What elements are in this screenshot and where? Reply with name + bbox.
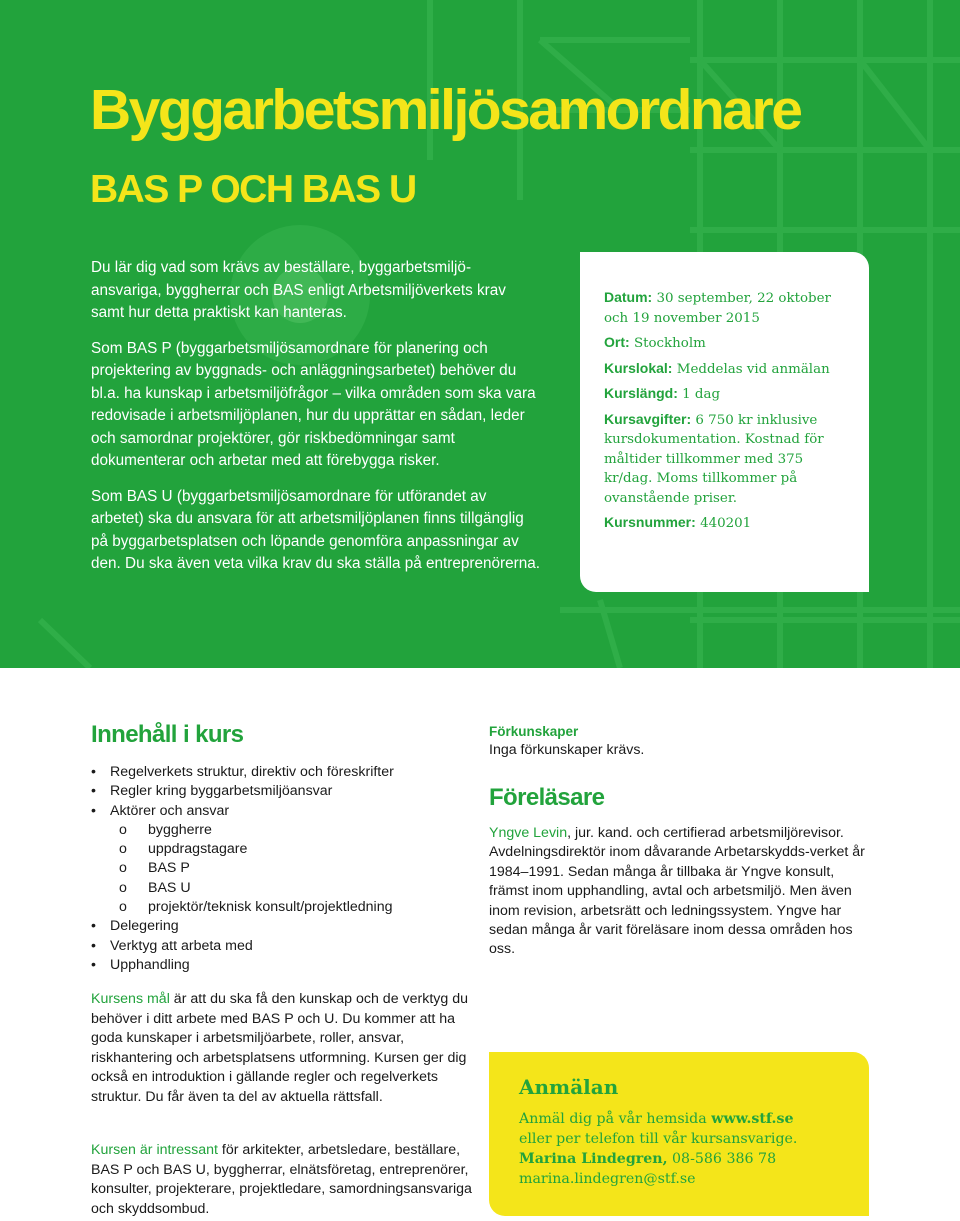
info-room — [604, 359, 855, 380]
list-item: • Regler kring byggarbetsmiljöansvar — [91, 782, 451, 801]
intro-paragraph: Du lär dig vad som krävs av beställare, byggarbetsmiljö-ansvariga, byggherrar och BAS enligt Arbetsmiljöverkets krav samt hur detta praktiskt kan hanteras. — [91, 259, 506, 321]
list-item: • Delegering — [91, 917, 451, 936]
info-number-value: 440201 — [700, 516, 752, 531]
lecturer-heading: Föreläsare — [489, 784, 605, 811]
signup-text — [519, 1109, 869, 1189]
circle-bullet-icon: o — [119, 899, 127, 916]
signup-heading: Anmälan — [519, 1075, 619, 1099]
bullet-icon: • — [91, 764, 96, 780]
info-number-label: Kursnummer: — [604, 514, 696, 530]
signup-line: Anmäl dig på vår hemsida — [519, 1111, 712, 1127]
page-subtitle: BAS P OCH BAS U — [90, 168, 416, 211]
intro-paragraph: Som BAS P (byggarbetsmiljösamordnare för planering och projektering av byggnads- och anläggningsarbetet) behöver du bl.a. ha kunskap i arbetsmiljöfrågor – vilka områden som ska vara redovisade i arbetsmiljöplanen, hur du upprättar en sådan, leder och samordnar projektörer, gör riskbedömningar samt dokumenterar och arbetar med att förebygga risker. — [91, 339, 536, 469]
sub-list-item: o uppdragstagare — [91, 840, 451, 859]
website-link[interactable]: www.stf.se — [711, 1111, 794, 1127]
info-date-value: 30 september, 22 oktober och 19 november 2015 — [604, 291, 831, 326]
circle-bullet-icon: o — [119, 860, 127, 877]
lecturer-text — [489, 824, 874, 960]
course-goal-label: Kursens mål — [91, 991, 170, 1007]
info-room-label: Kurslokal: — [604, 359, 673, 376]
info-length — [604, 384, 855, 405]
audience-body: för arkitekter, arbetsledare, beställare, BAS P och BAS U, byggherrar, elnätsföretag, entreprenörer, konsulter, projekterare, projektledare, samordningsansvariga och skyddsombud. — [91, 1142, 472, 1217]
circle-bullet-icon: o — [119, 879, 127, 896]
bullet-icon: • — [91, 802, 96, 819]
info-room-value: Meddelas vid anmälan — [676, 361, 830, 377]
circle-bullet-icon: o — [119, 841, 127, 858]
course-content-list — [91, 763, 451, 975]
list-item: • Regelverkets struktur, direktiv och föreskrifter — [91, 763, 451, 782]
sub-list-item: o byggherre — [91, 821, 451, 840]
info-length-label: Kurslängd: — [604, 385, 678, 401]
audience-text — [91, 1141, 476, 1219]
contact-email-link[interactable]: marina.lindegren@stf.se — [519, 1171, 696, 1187]
prerequisites-text: Inga förkunskaper krävs. — [489, 742, 645, 758]
lecturer-bio: , jur. kand. och certifierad arbetsmiljörevisor. Avdelningsdirektör inom dåvarande Arbetarskydds-verket år 1984–1991. Sedan många år tillbaka är Yngve konsult, främst inom upphandling, avtal och arbetsmiljö. Men även inom revision, arbetsrätt och ledningssystem. Yngve har sedan många år varit föreläsare inom dessa områden hos oss. — [489, 825, 865, 958]
intro-paragraph: Som BAS U (byggarbetsmiljösamordnare för utförandet av arbetet) ska du ansvara för att arbetsmiljöplanen finns tillgänglig på byggarbetsplatsen och löpande genomföra anpassningar av den. Du ska även veta vilka krav du ska ställa på entreprenörerna. — [91, 487, 540, 572]
info-date — [604, 288, 855, 328]
sub-list-item: o BAS P — [91, 859, 451, 878]
course-goal-body: är att du ska få den kunskap och de verktyg du behöver i ditt arbete med BAS P och U. Du kommer att ha goda kunskaper i arbetsmiljöarbete, roller, ansvar, riskhantering och arbetsplatsens utformning. Kursen ger dig också en introduktion i gällande regler och regelverkets struktur. Du får även ta del av aktuella rättsfall. — [91, 991, 468, 1105]
course-info-box — [580, 252, 869, 592]
info-place-label: Ort: — [604, 334, 630, 350]
bullet-icon: • — [91, 937, 96, 954]
signup-line: eller per telefon till vår kursansvarige. — [519, 1131, 798, 1147]
intro-text — [91, 257, 541, 589]
course-goal-text — [91, 990, 476, 1107]
audience-label: Kursen är intressant — [91, 1142, 218, 1158]
sub-list-item: o projektör/teknisk konsult/projektledning — [91, 898, 451, 917]
course-content-heading: Innehåll i kurs — [91, 721, 244, 748]
info-fee-label: Kursavgifter: — [604, 410, 692, 427]
info-length-value: 1 dag — [682, 387, 721, 402]
bullet-icon: • — [91, 956, 96, 973]
course-content-section — [91, 721, 451, 975]
info-fee-value: 6 750 kr inklusive kursdokumentation. Kostnad för måltider tillkommer med 375 kr/dag. Moms tillkommer på ovanstående priser. — [604, 412, 824, 506]
info-fee — [604, 410, 855, 509]
bullet-icon: • — [91, 918, 96, 935]
bullet-icon: • — [91, 783, 96, 800]
info-number — [604, 513, 855, 534]
lecturer-name: Yngve Levin — [489, 825, 568, 841]
info-place — [604, 333, 855, 354]
lecturer-section — [489, 784, 874, 960]
prerequisites-section — [489, 722, 869, 760]
circle-bullet-icon: o — [119, 821, 127, 838]
prerequisites-heading: Förkunskaper — [489, 724, 579, 739]
list-item: • Aktörer och ansvar — [91, 802, 451, 821]
info-place-value: Stockholm — [633, 336, 706, 351]
signup-box — [489, 1052, 869, 1216]
info-date-label: Datum: — [604, 289, 653, 305]
page-title: Byggarbetsmiljösamordnare — [90, 78, 801, 142]
list-item: • Upphandling — [91, 956, 451, 975]
contact-phone: 08-586 386 78 — [667, 1151, 777, 1167]
list-item: • Verktyg att arbeta med — [91, 937, 451, 956]
contact-name: Marina Lindegren, — [519, 1151, 668, 1167]
sub-list-item: o BAS U — [91, 879, 451, 898]
